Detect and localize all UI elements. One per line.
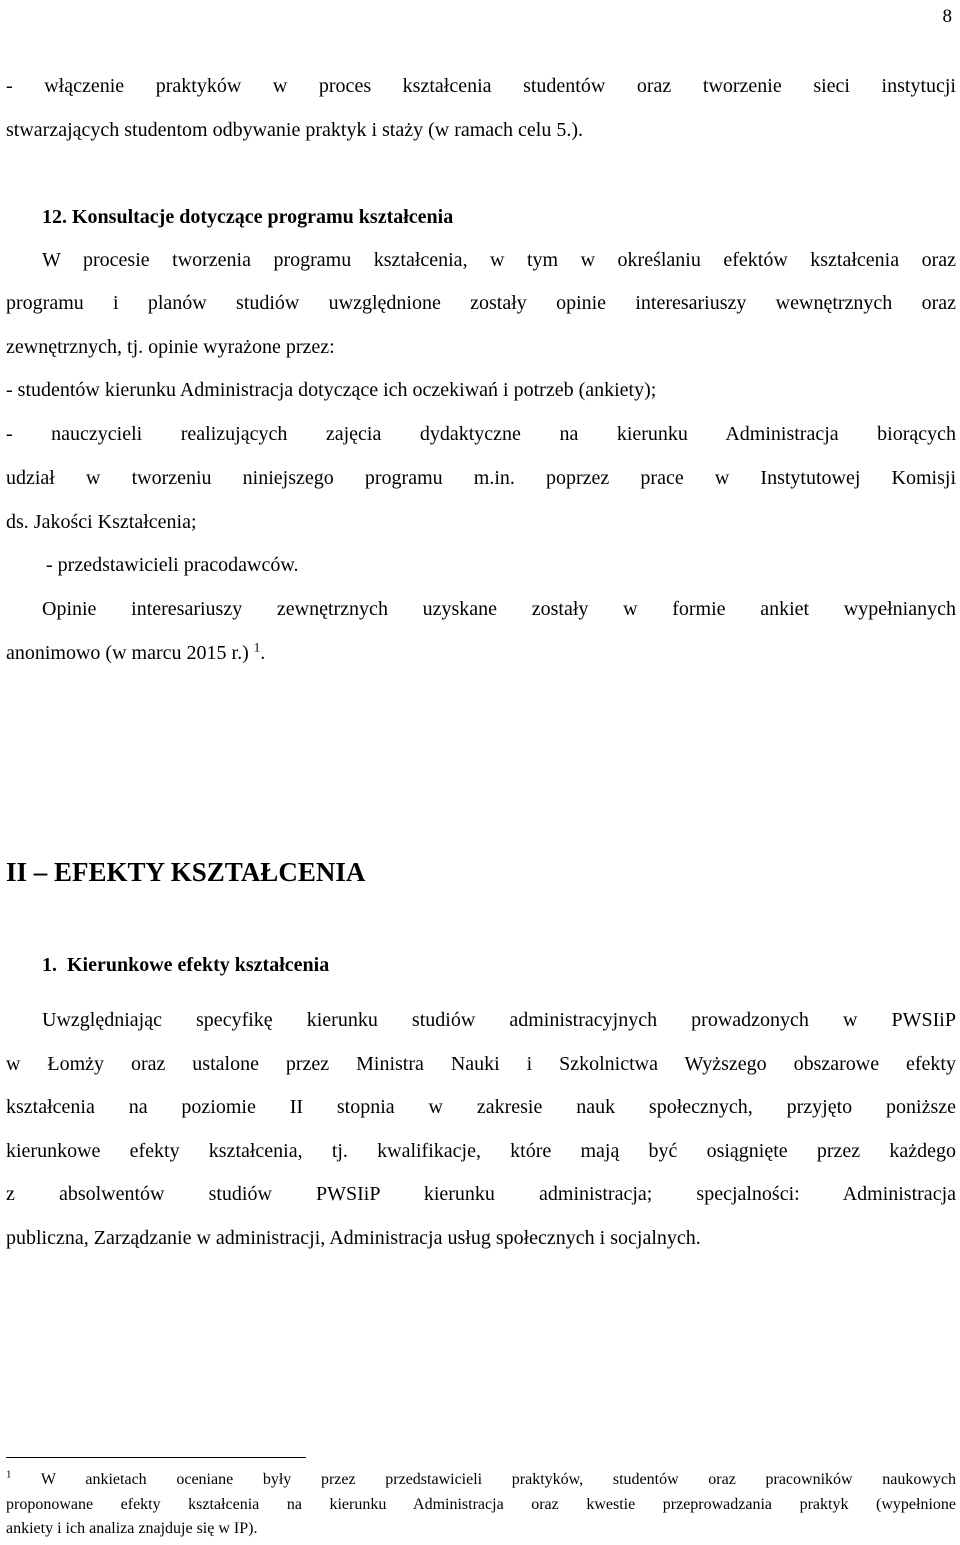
subsection-heading: 1. Kierunkowe efekty kształcenia: [42, 954, 330, 976]
paragraph-line: publiczna, Zarządzanie w administracji, Administracja usług społecznych i socjalnych.: [6, 1227, 701, 1249]
chapter-title: II – EFEKTY KSZTAŁCENIA: [6, 857, 366, 887]
section-12-heading: 12. Konsultacje dotyczące programu kształcenia: [42, 206, 454, 228]
paragraph-line: - przedstawicieli pracodawców.: [46, 554, 299, 576]
paragraph-line: - studentów kierunku Administracja dotyczące ich oczekiwań i potrzeb (ankiety);: [6, 379, 657, 401]
page-number: 8: [942, 6, 952, 27]
paragraph-text: anonimowo (w marcu 2015 r.): [6, 642, 249, 664]
footnote-text: W ankietach oceniane były przez przedstawicieli praktyków, studentów oraz pracowników naukowych: [40, 1471, 957, 1488]
paragraph-line: kierunkowe efekty kształcenia, tj. kwalifikacje, które mają być osiągnięte przez każdego: [6, 1140, 956, 1162]
paragraph-line: Opinie interesariuszy zewnętrznych uzyskane zostały w formie ankiet wypełnianych: [42, 598, 956, 620]
footnote-line: ankiety i ich analiza znajduje się w IP).: [6, 1520, 258, 1537]
footnote-marker: 1: [6, 1468, 12, 1481]
footnote-separator: [6, 1457, 306, 1458]
paragraph-line: udział w tworzeniu niniejszego programu m.in. poprzez prace w Instytutowej Komisji: [6, 467, 956, 489]
paragraph-line: z absolwentów studiów PWSIiP kierunku administracja; specjalności: Administracja: [6, 1183, 956, 1205]
paragraph-line: ds. Jakości Kształcenia;: [6, 511, 197, 533]
paragraph-line: zewnętrznych, tj. opinie wyrażone przez:: [6, 336, 335, 358]
footnote-line: [6, 1470, 956, 1490]
paragraph-last-line: [6, 641, 956, 665]
paragraph-line: Uwzględniając specyfikę kierunku studiów administracyjnych prowadzonych w PWSIiP: [42, 1009, 956, 1031]
intro-line: stwarzających studentom odbywanie praktyk i staży (w ramach celu 5.).: [6, 119, 584, 141]
paragraph-line: kształcenia na poziomie II stopnia w zakresie nauk społecznych, przyjęto poniższe: [6, 1096, 956, 1118]
paragraph-line: w Łomży oraz ustalone przez Ministra Nauki i Szkolnictwa Wyższego obszarowe efekty: [6, 1053, 956, 1075]
paragraph-line: programu i planów studiów uwzględnione zostały opinie interesariuszy wewnętrznych oraz: [6, 292, 956, 314]
paragraph-line: - nauczycieli realizujących zajęcia dydaktyczne na kierunku Administracja biorących: [6, 423, 956, 445]
paragraph-text-end: .: [260, 642, 266, 664]
footnote-reference[interactable]: 1: [253, 639, 261, 655]
paragraph-line: W procesie tworzenia programu kształcenia, w tym w określaniu efektów kształcenia oraz: [42, 249, 956, 271]
intro-line: - włączenie praktyków w proces kształcenia studentów oraz tworzenie sieci instytucji: [6, 75, 956, 97]
footnote-line: proponowane efekty kształcenia na kierunku Administracja oraz kwestie przeprowadzania praktyk (wypełnione: [6, 1496, 956, 1513]
